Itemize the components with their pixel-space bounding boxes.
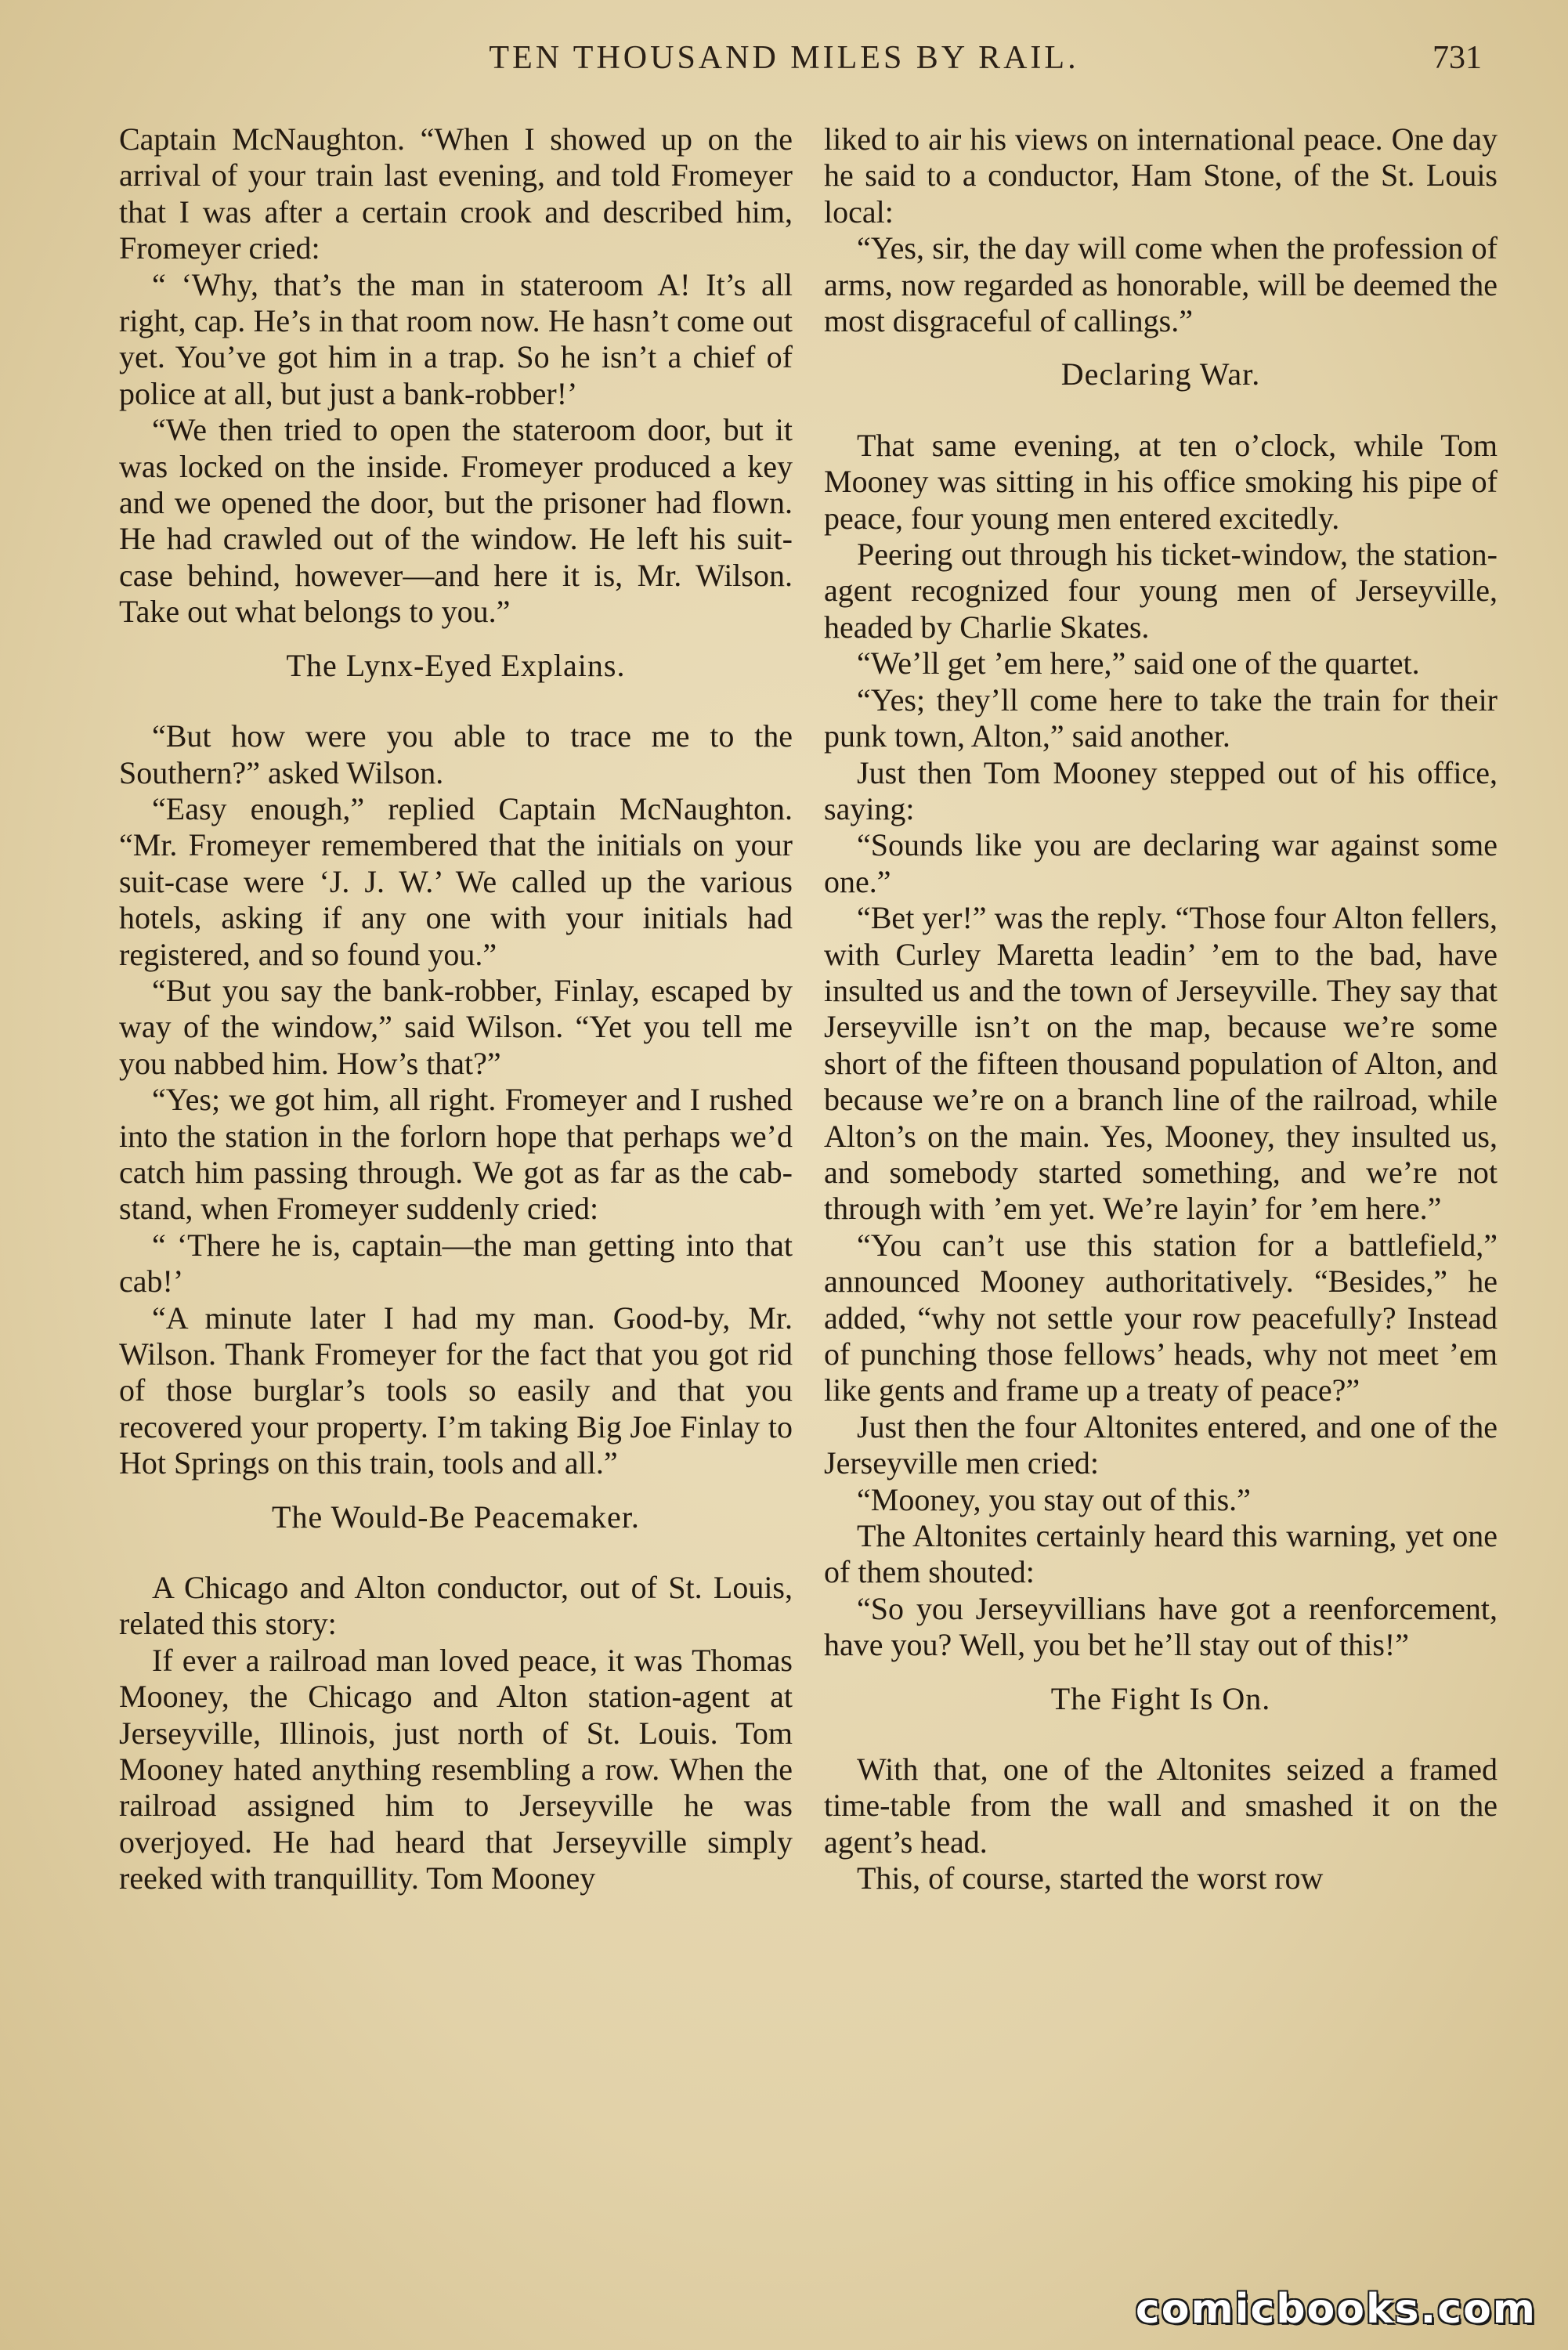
paragraph: “Sounds like you are declaring war against some one.”: [824, 827, 1498, 899]
paragraph: “ ‘There he is, captain—the man getting into that cab!’: [119, 1227, 793, 1300]
section-heading: The Lynx-Eyed Explains.: [286, 647, 626, 683]
paragraph: Captain McNaughton. “When I showed up on the arrival of your train last evening, and told Fromeyer that I was after a certain crook and described him, Fromeyer cried:: [119, 121, 793, 266]
paragraph: “You can’t use this station for a battlefield,” announced Mooney authoritatively. “Besides,” he added, “why not settle your row peacefully? Instead of punching those fellows’ heads, why not meet ’em like gents and frame up a treaty of peace?”: [824, 1227, 1498, 1408]
paragraph: If ever a railroad man loved peace, it was Thomas Mooney, the Chicago and Alton station-agent at Jerseyville, Illinois, just north of St. Louis. Tom Mooney hated anything resembling a row. When the railroad assigned him to Jerseyville he was overjoyed. He had heard that Jerseyville simply reeked with tranquillity. Tom Mooney: [119, 1642, 793, 1896]
paragraph: Peering out through his ticket-window, the station-agent recognized four young men of Jerseyville, headed by Charlie Skates.: [824, 537, 1498, 645]
section-heading: Declaring War.: [1060, 356, 1261, 392]
paragraph: “ ‘Why, that’s the man in stateroom A! It’s all right, cap. He’s in that room now. He hasn’t come out yet. You’ve got him in a trap. So he isn’t a chief of police at all, but just a bank-robber!’: [119, 266, 793, 411]
paragraph: “So you Jerseyvillians have got a reenforcement, have you? Well, you bet he’ll stay out of this!”: [824, 1590, 1498, 1663]
paragraph: The Altonites certainly heard this warning, yet one of them shouted:: [824, 1518, 1498, 1590]
paragraph: “We then tried to open the stateroom door, but it was locked on the inside. Fromeyer produced a key and we opened the door, but the prisoner had flown. He had crawled out of the window. He left his suit-case behind, however—and here it is, Mr. Wilson. Take out what belongs to you.”: [119, 412, 793, 630]
paragraph: A Chicago and Alton conductor, out of St. Louis, related this story:: [119, 1570, 793, 1642]
site-watermark: comicbooks.com: [1135, 2286, 1537, 2333]
paragraph: “Mooney, you stay out of this.”: [857, 1481, 1251, 1517]
running-header: TEN THOUSAND MILES BY RAIL.: [489, 40, 1079, 76]
section-heading: The Would-Be Peacemaker.: [272, 1499, 640, 1535]
paragraph: liked to air his views on international peace. One day he said to a conductor, Ham Stone, of the St. Louis local:: [824, 121, 1498, 230]
paragraph: With that, one of the Altonites seized a framed time-table from the wall and smashed it on the agent’s head.: [824, 1752, 1498, 1860]
paragraph: Just then Tom Mooney stepped out of his office, saying:: [824, 754, 1498, 826]
paragraph: “Yes; we got him, all right. Fromeyer and I rushed into the station in the forlorn hope that perhaps we’d catch him passing through. We got as far as the cab-stand, when Fromeyer suddenly cried:: [119, 1082, 793, 1227]
paragraph: “But you say the bank-robber, Finlay, escaped by way of the window,” said Wilson. “Yet you tell me you nabbed him. How’s that?”: [119, 972, 793, 1081]
page-number: 731: [1433, 40, 1482, 76]
paragraph: Just then the four Altonites entered, and one of the Jerseyville men cried:: [824, 1408, 1498, 1481]
paragraph: “Yes; they’ll come here to take the train for their punk town, Alton,” said another.: [824, 682, 1498, 754]
paragraph: “But how were you able to trace me to the Southern?” asked Wilson.: [119, 718, 793, 790]
paragraph: “A minute later I had my man. Good-by, Mr. Wilson. Thank Fromeyer for the fact that you got rid of those burglar’s tools so easily and that you recovered your property. I’m taking Big Joe Finlay to Hot Springs on this train, tools and all.”: [119, 1300, 793, 1481]
paragraph: “Bet yer!” was the reply. “Those four Alton fellers, with Curley Maretta leadin’ ’em to the bad, have insulted us and the town of Jerseyville. They say that Jerseyville isn’t on the map, because we’re some short of the fifteen thousand population of Alton, and because we’re on a branch line of the railroad, while Alton’s on the main. Yes, Mooney, they insulted us, and somebody started something, and we’re not through with ’em yet. We’re layin’ for ’em here.”: [824, 900, 1498, 1227]
paragraph: “We’ll get ’em here,” said one of the quartet.: [857, 645, 1420, 682]
right-column: [824, 121, 1498, 1897]
left-column: [119, 121, 793, 1897]
section-heading: The Fight Is On.: [1050, 1680, 1271, 1716]
paragraph: “Yes, sir, the day will come when the profession of arms, now regarded as honorable, will be deemed the most disgraceful of callings.”: [824, 230, 1498, 339]
paragraph: This, of course, started the worst row: [857, 1860, 1324, 1896]
paragraph: “Easy enough,” replied Captain McNaughton. “Mr. Fromeyer remembered that the initials on your suit-case were ‘J. J. W.’ We called up the various hotels, asking if any one with your initials had registered, and so found you.”: [119, 790, 793, 972]
paragraph: That same evening, at ten o’clock, while Tom Mooney was sitting in his office smoking his pipe of peace, four young men entered excitedly.: [824, 427, 1498, 536]
